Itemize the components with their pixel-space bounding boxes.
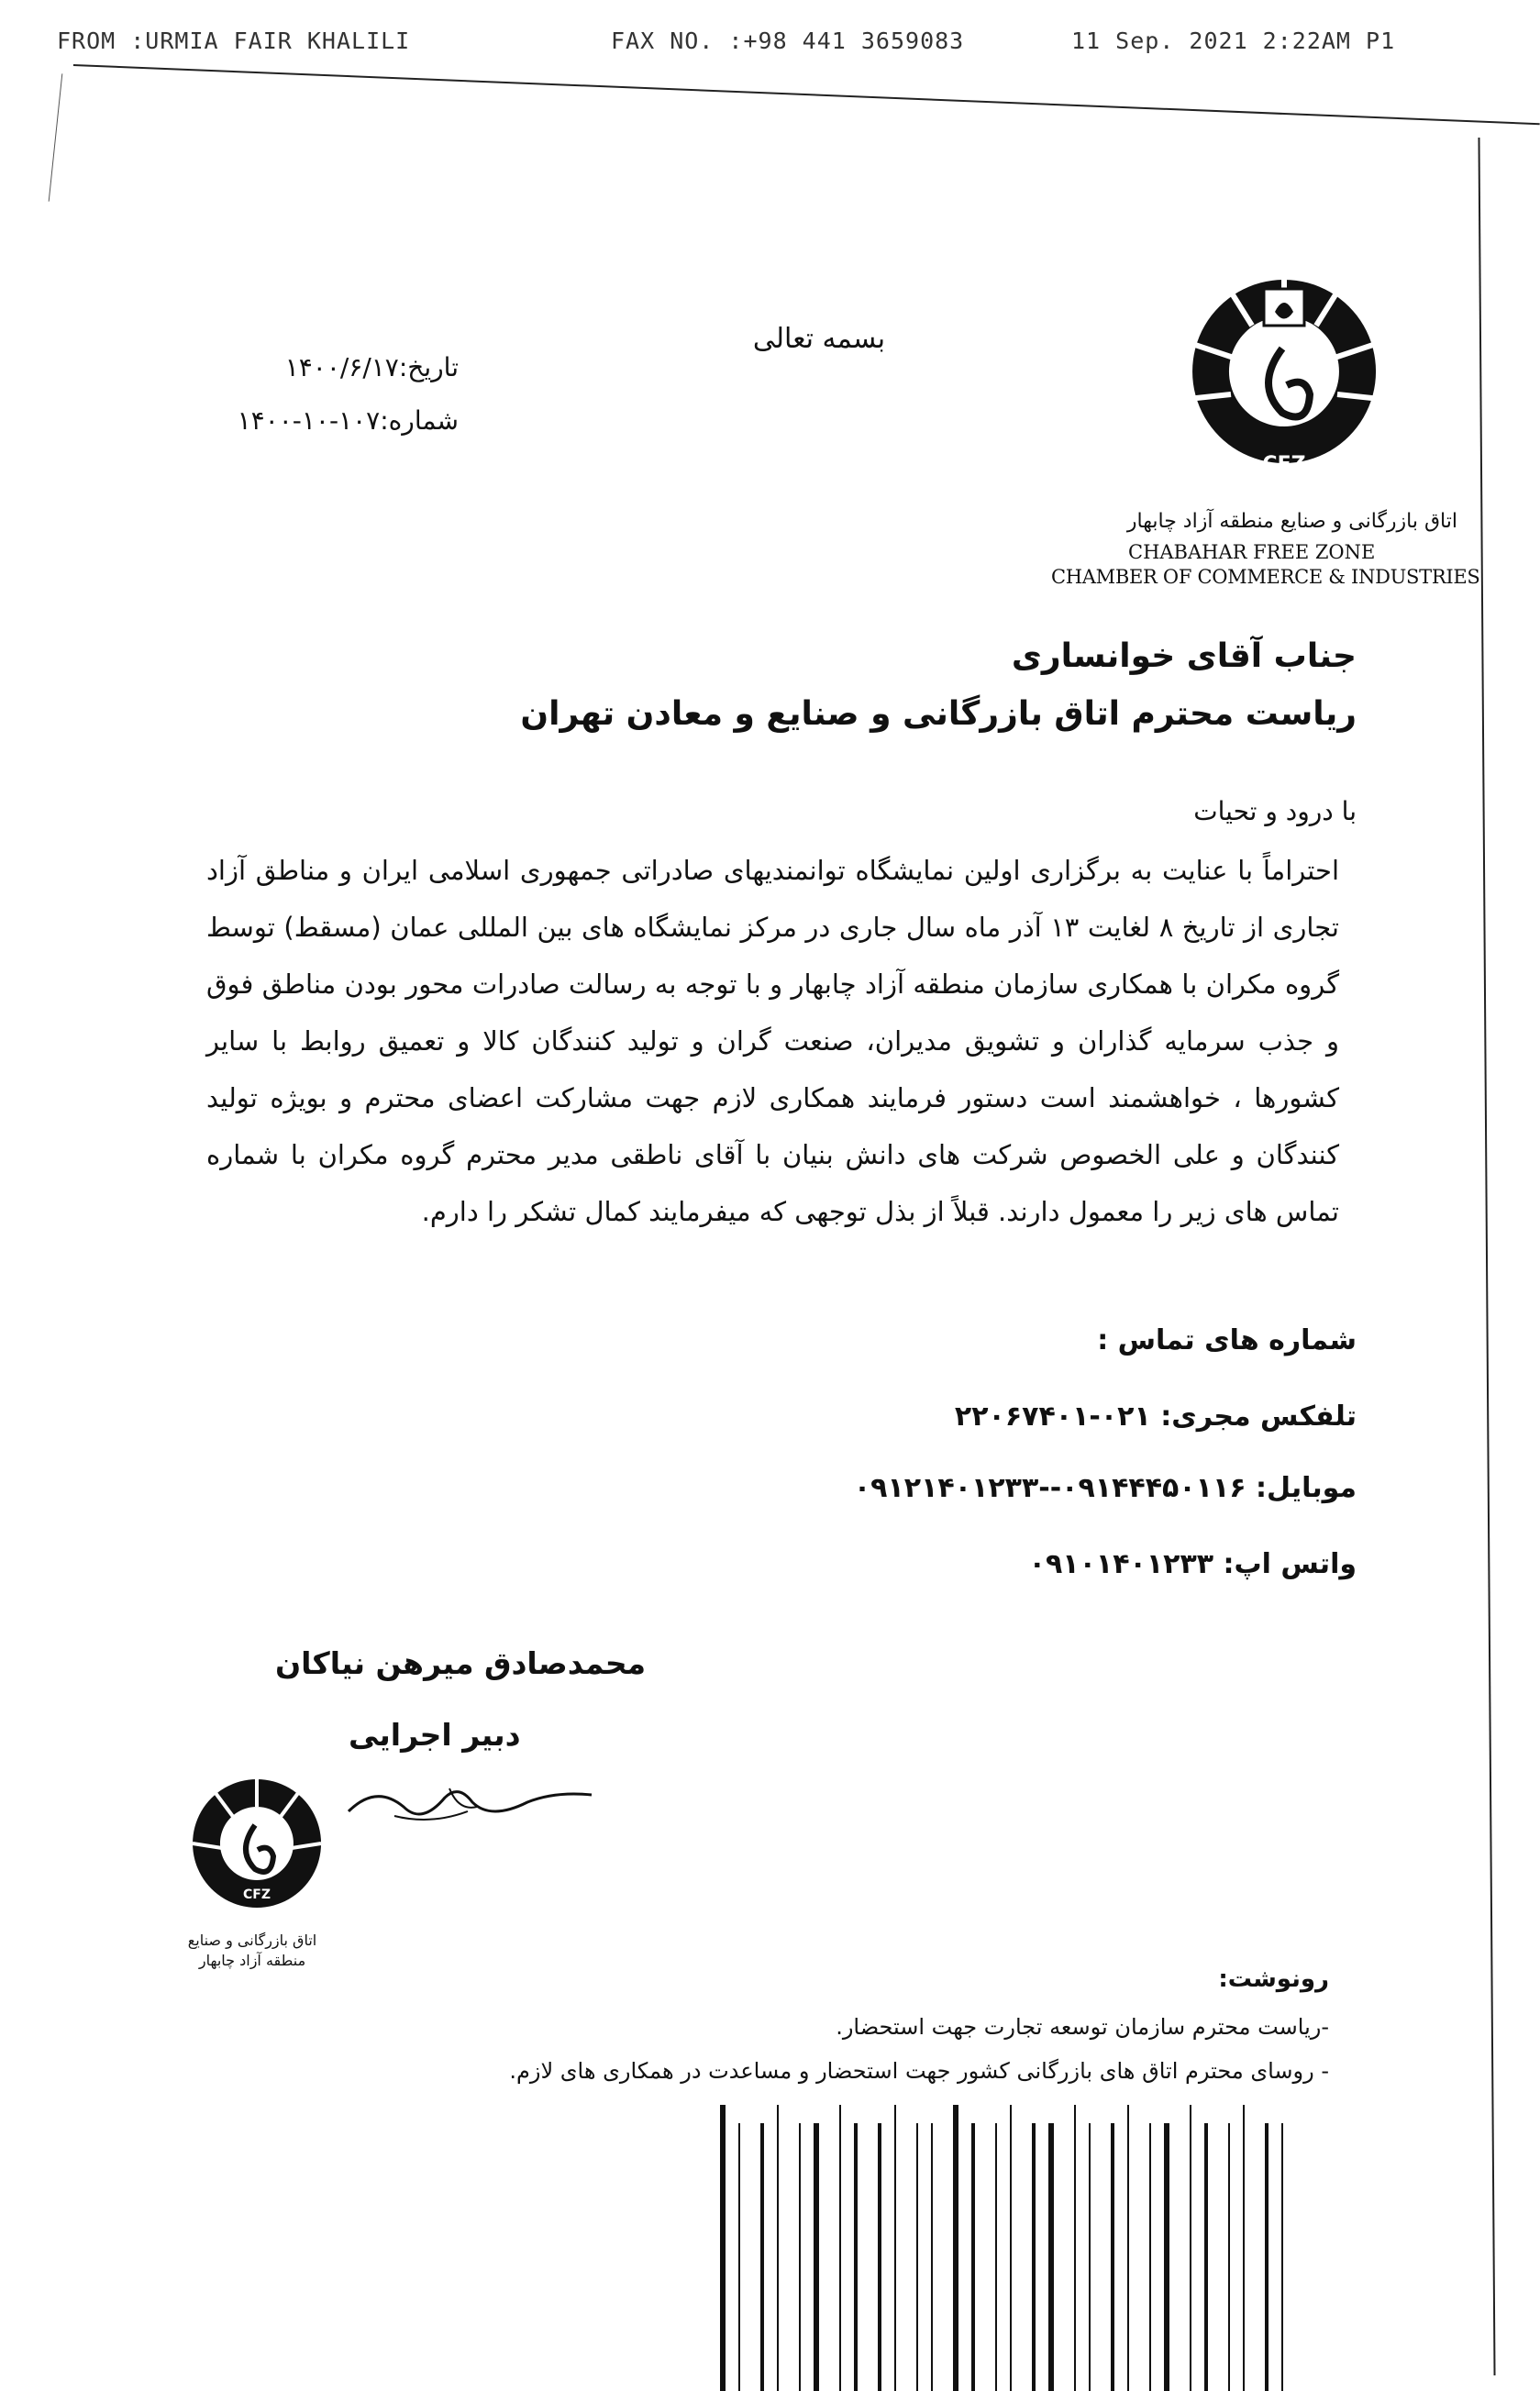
letter-meta: [193, 341, 459, 448]
barcode-bar: [971, 2123, 975, 2391]
contacts-title: شماره های تماس :: [1097, 1324, 1357, 1356]
barcode-bar: [839, 2105, 841, 2391]
barcode-bar: [1048, 2123, 1054, 2391]
barcode-bar: [760, 2123, 764, 2391]
contact-telefax: تلفکس مجری: ۰۲۱-۲۲۰۶۷۴۰۱: [954, 1400, 1357, 1433]
barcode-bar: [1265, 2123, 1269, 2391]
cfz-logo-icon: [1174, 261, 1394, 500]
barcode-bar: [814, 2123, 819, 2391]
barcode-bar: [1281, 2123, 1283, 2391]
barcode-bar: [1032, 2123, 1036, 2391]
cc-title: رونوشت:: [1218, 1965, 1329, 1993]
logo-text: CFZ: [1262, 453, 1306, 476]
fax-sender: FROM :URMIA FAIR KHALILI: [57, 28, 411, 54]
barcode: [720, 2105, 1289, 2391]
barcode-bar: [1243, 2105, 1245, 2391]
barcode-bar: [854, 2123, 858, 2391]
page-edge-line: [1478, 138, 1495, 2375]
fax-number: FAX NO. :+98 441 3659083: [611, 28, 965, 54]
stamp-caption-line2: منطقه آزاد چابهار: [198, 1952, 306, 1969]
official-stamp-icon: [183, 1770, 330, 1926]
barcode-bar: [1127, 2105, 1129, 2391]
org-name-en-line2: CHAMBER OF COMMERCE & INDUSTRIES: [1051, 566, 1480, 588]
barcode-bar: [878, 2123, 881, 2391]
signer-name: محمدصادق میرهن نیاکان: [275, 1645, 647, 1681]
barcode-bar: [1010, 2105, 1012, 2391]
barcode-bar: [894, 2105, 896, 2391]
org-name-fa: اتاق بازرگانی و صنایع منطقه آزاد چابهار: [1126, 510, 1457, 533]
signer-position: دبیر اجرایی: [349, 1717, 521, 1753]
org-name-en-line1: CHABAHAR FREE ZONE: [1128, 541, 1376, 563]
barcode-bar: [931, 2123, 933, 2391]
barcode-bar: [1228, 2123, 1230, 2391]
addressee-name: جناب آقای خوانساری: [1011, 637, 1357, 675]
contact-whatsapp: واتس اپ: ۰۹۱۰۱۴۰۱۲۳۳: [1028, 1548, 1357, 1580]
stamp-caption: [165, 1931, 339, 1971]
barcode-bar: [916, 2123, 918, 2391]
barcode-bar: [1074, 2105, 1076, 2391]
greeting: با درود و تحیات: [1193, 796, 1357, 826]
barcode-bar: [777, 2105, 779, 2391]
barcode-bar: [995, 2123, 997, 2391]
fax-edge-line: [73, 64, 1540, 125]
barcode-bar: [953, 2105, 958, 2391]
fax-header: [57, 28, 1488, 64]
addressee-title: ریاست محترم اتاق بازرگانی و صنایع و معادن تهران: [520, 695, 1357, 733]
handwritten-signature-icon: [339, 1770, 596, 1834]
barcode-bar: [738, 2123, 740, 2391]
cc-line-1: -ریاست محترم سازمان توسعه تجارت جهت استحضار.: [836, 2014, 1329, 2040]
barcode-bar: [1164, 2123, 1169, 2391]
left-edge-mark: [49, 73, 63, 201]
letter-body: احتراماً با عنایت به برگزاری اولین نمایشگاه توانمندیهای صادراتی جمهوری اسلامی ایران و مناطق آزاد تجاری از تاریخ ۸ لغایت ۱۳ آذر ماه سال جاری در مرکز نمایشگاه های بین المللی عمان (مسقط) توسط گروه مکران با همکاری سازمان منطقه آزاد چابهار و با توجه به رسالت صادرات محور بودن مناطق فوق و جذب سرمایه گذاران و تشویق مدیران، صنعت گران و تولید کنندگان کالا و تعمیق روابط با سایر کشورها ، خواهشمند است دستور فرمایند همکاری لازم جهت مشارکت اعضای محترم و بویژه تولید کنندگان و علی الخصوص شرکت های دانش بنیان با آقای ناطقی مدیر محترم گروه مکران با شماره تماس های زیر را معمول دارند. قبلاً از بذل توجهی که میفرمایند کمال تشکر را دارم.: [206, 855, 1339, 1227]
stamp-text: CFZ: [243, 1887, 271, 1902]
letter-date: تاریخ:۱۴۰۰/۶/۱۷: [284, 352, 459, 382]
barcode-bar: [1089, 2123, 1091, 2391]
basmala: بسمه تعالی: [752, 323, 886, 355]
contact-mobile: موبایل: ۰۹۱۴۴۴۵۰۱۱۶--۰۹۱۲۱۴۰۱۲۳۳: [853, 1472, 1357, 1504]
barcode-bar: [1111, 2123, 1114, 2391]
stamp-caption-line1: اتاق بازرگانی و صنایع: [187, 1932, 317, 1949]
cc-line-2: - روسای محترم اتاق های بازرگانی کشور جهت استحضار و مساعدت در همکاری های لازم.: [509, 2058, 1329, 2084]
barcode-bar: [1204, 2123, 1208, 2391]
barcode-bar: [720, 2105, 726, 2391]
letter-number: شماره:۱۰۷-۱۰-۱۴۰۰: [237, 405, 459, 436]
barcode-bar: [1149, 2123, 1151, 2391]
barcode-bar: [1190, 2105, 1191, 2391]
barcode-bar: [799, 2123, 801, 2391]
fax-datetime: 11 Sep. 2021 2:22AM P1: [1071, 28, 1396, 54]
